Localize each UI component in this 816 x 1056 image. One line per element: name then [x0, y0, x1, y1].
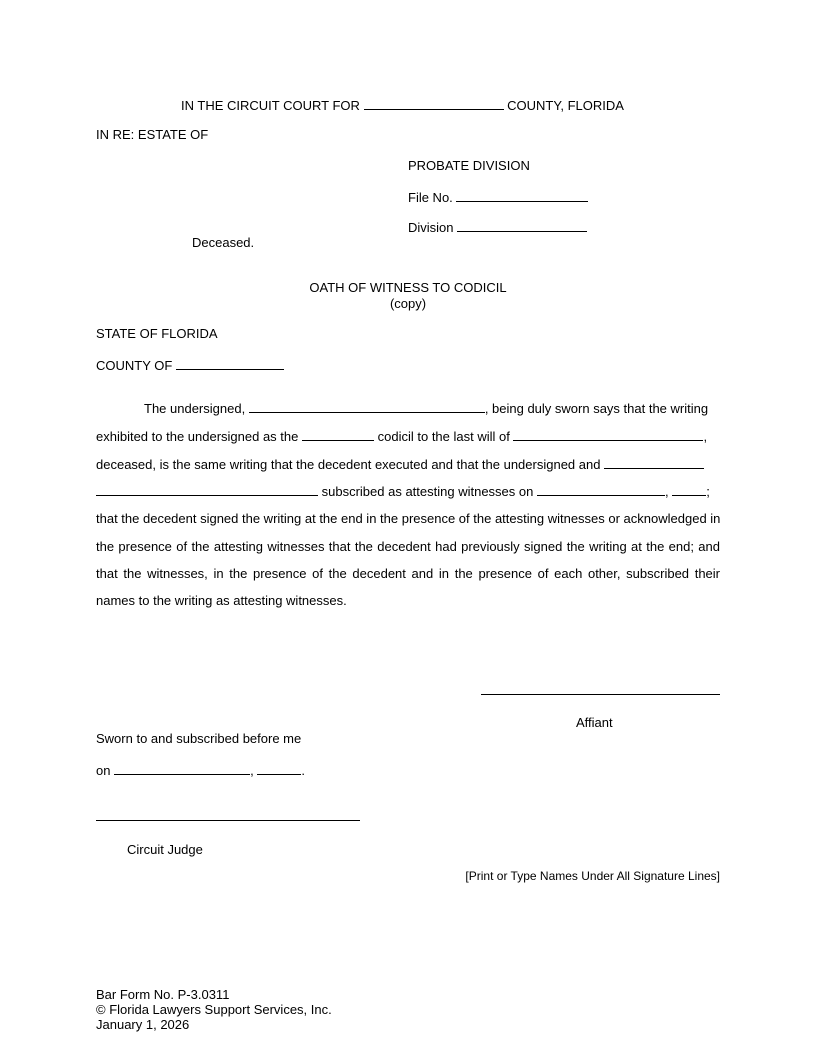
affiant-label: Affiant — [576, 715, 613, 730]
county-row — [96, 357, 284, 374]
period: . — [301, 763, 305, 778]
file-no-row — [408, 189, 588, 206]
court-suffix: COUNTY, FLORIDA — [507, 98, 624, 113]
jurat-date-row — [96, 762, 305, 779]
division-label: Division — [408, 220, 454, 235]
witness-name-blank[interactable] — [249, 400, 485, 413]
body-line-5: that the decedent signed the writing at the end in the presence of the attesting witnesses or acknowledged in — [96, 511, 721, 526]
footer-form-no: Bar Form No. P-3.0311 — [96, 987, 230, 1002]
on-label: on — [96, 763, 111, 778]
codicil-text: codicil to the last will of — [377, 429, 510, 444]
exhibited-text: exhibited to the undersigned as the — [96, 429, 299, 444]
undersigned-label: The undersigned, — [144, 401, 246, 416]
body-line-6: the presence of the attesting witnesses that the decedent had previously signed the writing at the end; and — [96, 539, 720, 554]
body-line-3 — [96, 456, 720, 473]
comma: , — [703, 429, 708, 444]
semicolon: ; — [706, 484, 710, 499]
county-label: COUNTY OF — [96, 358, 173, 373]
deceased-text: deceased, is the same writing that the decedent executed and that the undersigned and — [96, 457, 601, 472]
deceased-label: Deceased. — [192, 235, 255, 250]
comma: , — [250, 763, 254, 778]
document-subtitle: (copy) — [389, 296, 427, 311]
other-witness-blank-1[interactable] — [604, 456, 704, 469]
duly-sworn-text: , being duly sworn says that the writing — [484, 401, 709, 416]
witness-year-blank[interactable] — [672, 483, 706, 496]
court-caption — [181, 97, 624, 114]
division-blank[interactable] — [457, 219, 587, 232]
footer-copyright: © Florida Lawyers Support Services, Inc. — [96, 1002, 332, 1017]
codicil-ordinal-blank[interactable] — [302, 428, 374, 441]
judge-signature-line[interactable] — [96, 820, 360, 821]
state-label: STATE OF FLORIDA — [96, 326, 218, 341]
subscribed-text: subscribed as attesting witnesses on — [321, 484, 534, 499]
county-blank[interactable] — [364, 97, 504, 110]
probate-division-label: PROBATE DIVISION — [408, 158, 530, 173]
witness-date-blank[interactable] — [537, 483, 665, 496]
body-line-2 — [96, 428, 720, 445]
other-witness-blank-2[interactable] — [96, 483, 318, 496]
circuit-judge-label: Circuit Judge — [127, 842, 203, 857]
print-names-note: [Print or Type Names Under All Signature Lines] — [465, 869, 720, 883]
in-re-label: IN RE: ESTATE OF — [96, 127, 209, 142]
body-line-1 — [96, 400, 720, 417]
footer-date: January 1, 2026 — [96, 1017, 190, 1032]
affiant-signature-line[interactable] — [481, 694, 720, 695]
comma: , — [664, 484, 669, 499]
document-title: OATH OF WITNESS TO CODICIL — [309, 280, 507, 295]
file-no-blank[interactable] — [456, 189, 588, 202]
body-line-4 — [96, 483, 720, 500]
jurat-year-blank[interactable] — [257, 762, 301, 775]
body-line-7: that the witnesses, in the presence of the decedent and in the presence of each other, subscribed their — [96, 566, 720, 581]
sworn-text: Sworn to and subscribed before me — [96, 731, 302, 746]
jurat-date-blank[interactable] — [114, 762, 250, 775]
county-of-blank[interactable] — [176, 357, 284, 370]
body-line-8: names to the writing as attesting witnesses. — [96, 593, 347, 608]
division-row — [408, 219, 587, 236]
court-prefix: IN THE CIRCUIT COURT FOR — [181, 98, 360, 113]
testator-name-blank[interactable] — [513, 428, 703, 441]
file-no-label: File No. — [408, 190, 453, 205]
